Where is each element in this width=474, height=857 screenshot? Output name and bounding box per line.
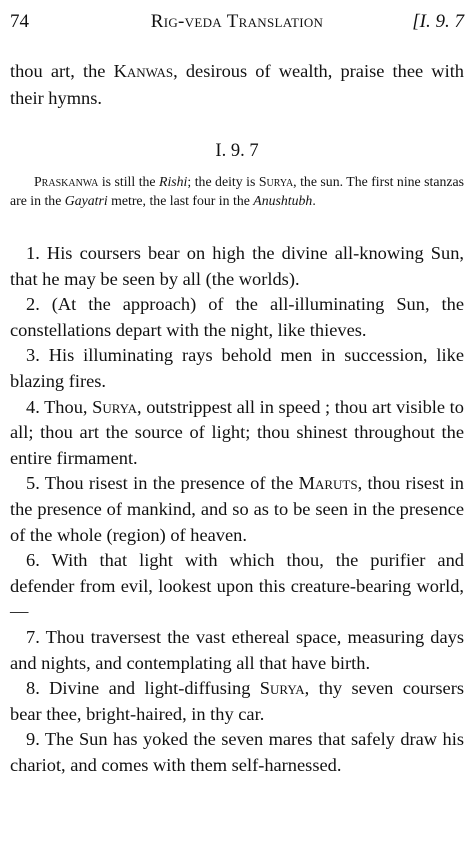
note-text-5: .	[312, 193, 316, 208]
note-text-1: is still the	[98, 174, 160, 189]
verse-6: 6. With that light with which thou, the purifier and defender from evil, lookest upon this creature-bearing world,—	[10, 550, 464, 622]
verse-5	[10, 471, 464, 548]
carryover-text-end: , desirous of wealth, praise thee with their hymns.	[10, 61, 464, 108]
verse-1: 1. His coursers bear on high the divine all-knowing Sun, that he may be seen by all (the worlds).	[10, 243, 464, 289]
verse-7: 7. Thou traversest the vast ethereal space, measuring days and nights, and contemplating all that have birth.	[10, 626, 464, 673]
verse-9: 9. The Sun has yoked the seven mares that safely draw his chariot, and comes with them self-harnessed.	[10, 729, 464, 775]
page-number: 74	[10, 11, 29, 32]
rishi-name: Praskanwa	[34, 174, 99, 189]
surya-name: Surya	[92, 396, 137, 417]
introductory-note	[10, 172, 464, 210]
verse-4-text-end: , outstrippest all in speed ; thou art visible to all; thou art the source of light; thou shinest throughout the entire firmament.	[10, 396, 464, 468]
verse-4	[10, 395, 464, 472]
verse-3: 3. His illuminating rays behold men in succession, like blazing fires.	[10, 345, 464, 391]
verse-8-text-end: , thy seven coursers bear thee, bright-haired, in thy car.	[10, 678, 464, 724]
section-heading: I. 9. 7	[215, 141, 259, 161]
surya-name: Surya	[259, 678, 305, 699]
maruts-name: Maruts	[298, 473, 358, 494]
note-text-4: metre, the last four in the	[107, 193, 254, 208]
running-reference: [I. 9. 7	[412, 11, 464, 32]
running-title: Rig-veda Translation	[150, 11, 324, 32]
rishi-word: Rishi	[159, 174, 188, 189]
verse-8	[10, 676, 464, 727]
verse-4-text-start: 4. Thou,	[26, 396, 93, 417]
verse-list	[10, 241, 464, 778]
verse-2: 2. (At the approach) of the all-illuminating Sun, the constellations depart with the night, like thieves.	[10, 294, 464, 340]
note-text-2: ; the deity is	[187, 174, 259, 189]
verse-5-text-start: 5. Thou risest in the presence of the	[26, 473, 299, 494]
carryover-text-start: thou art, the	[10, 61, 114, 81]
metre-anushtubh: Anushtubh	[253, 193, 313, 208]
deity-name: Surya	[258, 174, 294, 189]
verse-8-text-start: 8. Divine and light-diffusing	[26, 678, 260, 699]
note-text-3: , the sun. The first nine stanzas are in the	[10, 174, 464, 208]
verse-5-text-end: , thou risest in the presence of mankind, and so as to be seen in the presence of the whole (region) of heaven.	[10, 473, 464, 545]
carryover-paragraph	[10, 58, 464, 112]
metre-gayatri: Gayatri	[64, 193, 108, 208]
running-header	[10, 11, 464, 39]
kanwas-name: Kanwas	[113, 61, 174, 81]
